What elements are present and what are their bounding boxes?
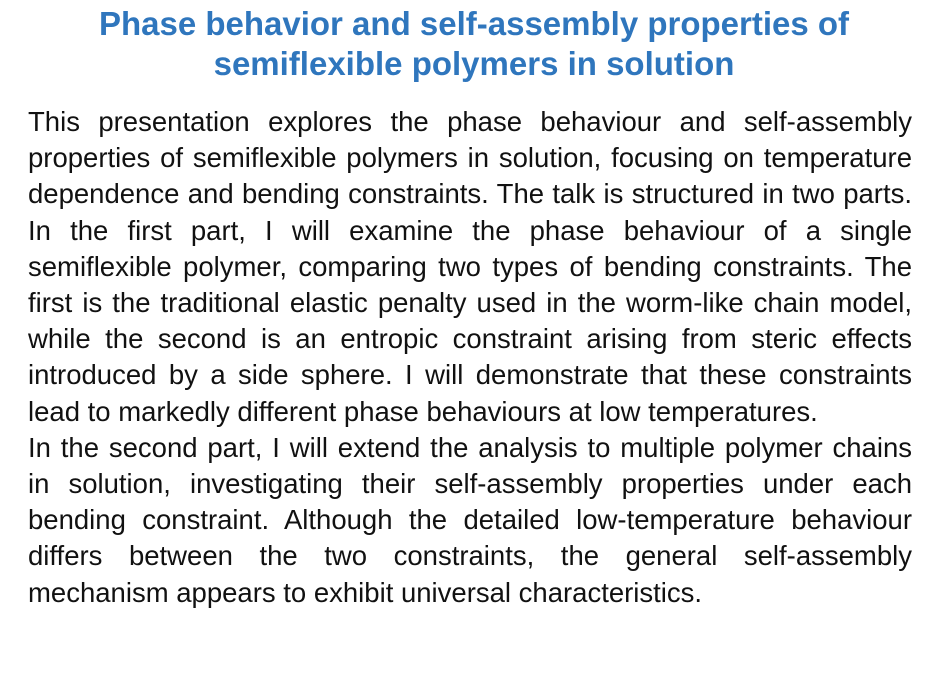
abstract-body [28, 104, 912, 611]
abstract-paragraph-2: In the second part, I will extend the analysis to multiple polymer chains in solution, investigating their self-assembly properties under each bending constraint. Although the detailed low-temperature behaviour differs between the two constraints, the general self-assembly mechanism appears to exhibit universal characteristics. [28, 431, 912, 608]
abstract-paragraph-1: This presentation explores the phase behaviour and self-assembly properties of semiflexible polymers in solution, focusing on temperature dependence and bending constraints. The talk is structured in two parts. In the first part, I will examine the phase behaviour of a single semiflexible polymer, comparing two types of bending constraints. The first is the traditional elastic penalty used in the worm-like chain model, while the second is an entropic constraint arising from steric effects introduced by a side sphere. I will demonstrate that these constraints lead to markedly different phase behaviours at low temperatures. [28, 106, 912, 427]
document-title: Phase behavior and self-assembly properties of semiflexible polymers in solution [98, 5, 850, 82]
